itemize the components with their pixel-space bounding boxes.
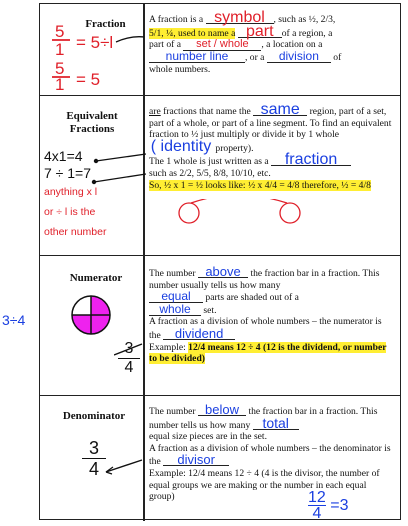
term-cell [40, 396, 143, 521]
fill-equal: equal [149, 291, 203, 303]
fill-part: part [238, 26, 282, 38]
fill-fraction: fraction [271, 154, 351, 166]
term-cell [40, 4, 143, 95]
term-numerator: Numerator [69, 272, 123, 284]
fill-whole: whole [149, 304, 201, 316]
fill-identity: ( identity [150, 137, 212, 155]
svg-text:1: 1 [55, 75, 65, 90]
definition-denominator: The number below the fraction bar in a fraction. This number tells us how many total equal size pieces are in the set. A fraction as a division of whole numbers – the denominator is the divisor Example: 12/4 means 12 ÷ 4 (4 is the divisor, the number of equal groups we are making or the number in each equal group) [149, 402, 391, 503]
pie-three-quarters-shaded [70, 294, 112, 336]
fill-symbol: symbol [206, 12, 274, 24]
arrow-lines [90, 152, 146, 192]
term-equivalent-fractions: Equivalent Fractions [66, 110, 118, 135]
svg-text:= 5: = 5 [76, 70, 101, 89]
note-rule-2: or ÷ l is the [44, 206, 96, 218]
svg-text:5: 5 [55, 59, 65, 78]
vocabulary-table [39, 3, 401, 520]
handwritten-twelve-over-four: $\frac{12}{4}$ =3 [308, 489, 349, 522]
note-rule-3: other number [44, 226, 107, 238]
row-fraction [40, 4, 400, 96]
svg-text:5: 5 [55, 22, 65, 41]
fraction-three-fourths: 3 4 [82, 438, 106, 479]
definition-fraction: A fraction is a symbol , such as ½, 2/3, 5/1, ¼, used to name a part of a region, a part of a set / whole , a location on a number line , or a division of whole numbers. [149, 9, 342, 75]
handwritten-five-over-one-division [46, 20, 144, 90]
term-cell [40, 96, 143, 255]
fill-total: total [253, 418, 299, 430]
fill-division: division [267, 51, 331, 63]
svg-text:1: 1 [55, 40, 65, 59]
note-multiply: 4x1=4 [44, 148, 83, 164]
fill-same: same [253, 104, 307, 116]
fill-above: above [198, 266, 248, 278]
note-divide: 7 ÷ 1=7 [44, 165, 91, 181]
term-denominator: Denominator [62, 410, 126, 422]
fill-below: below [198, 404, 246, 416]
term-fraction: Fraction [85, 18, 126, 30]
row-equivalent-fractions [40, 96, 400, 256]
term-cell [40, 256, 143, 395]
red-circle-annotations [177, 199, 337, 229]
note-rule-1: anything x l [44, 186, 98, 198]
fraction-three-fourths: 3 4 [118, 340, 140, 377]
row-denominator [40, 396, 400, 521]
fill-number-line: number line [149, 51, 245, 63]
svg-text:= 5÷l: = 5÷l [76, 33, 114, 52]
row-numerator [40, 256, 400, 396]
fill-dividend: dividend [163, 328, 235, 340]
fill-divisor: divisor [163, 454, 229, 466]
fill-set-whole: set / whole [183, 39, 261, 51]
side-note: 3÷4 [2, 312, 26, 328]
definition-equivalent-fractions: are fractions that name the same region, part of a set, part of a whole, or part of a line segment. To find an equivalent fraction to ½ just multiply or divide it by 1 whole ( identity property). The 1 whole is just written as a fraction such as 2/2, 5/5, 8/8, 10/10, etc. So, ½ x 1 = ½ looks like: ½ x 4/4 = 4/8 therefore, ½ = 4/8 [145, 96, 398, 255]
pointer-line [104, 456, 144, 476]
definition-numerator: The number above the fraction bar in a fraction. This number usually tells us how many equal parts are shaded out of a whole set. A fraction as a division of whole numbers – the numerator is the dividend Example: 12/4 means 12 ÷ 4 (12 is the dividend, or number to be divided) [149, 264, 387, 365]
equivalent-example: So, ½ x 1 = ½ looks like: ½ x 4/4 = 4/8 therefore, ½ = 4/8 [149, 179, 371, 191]
